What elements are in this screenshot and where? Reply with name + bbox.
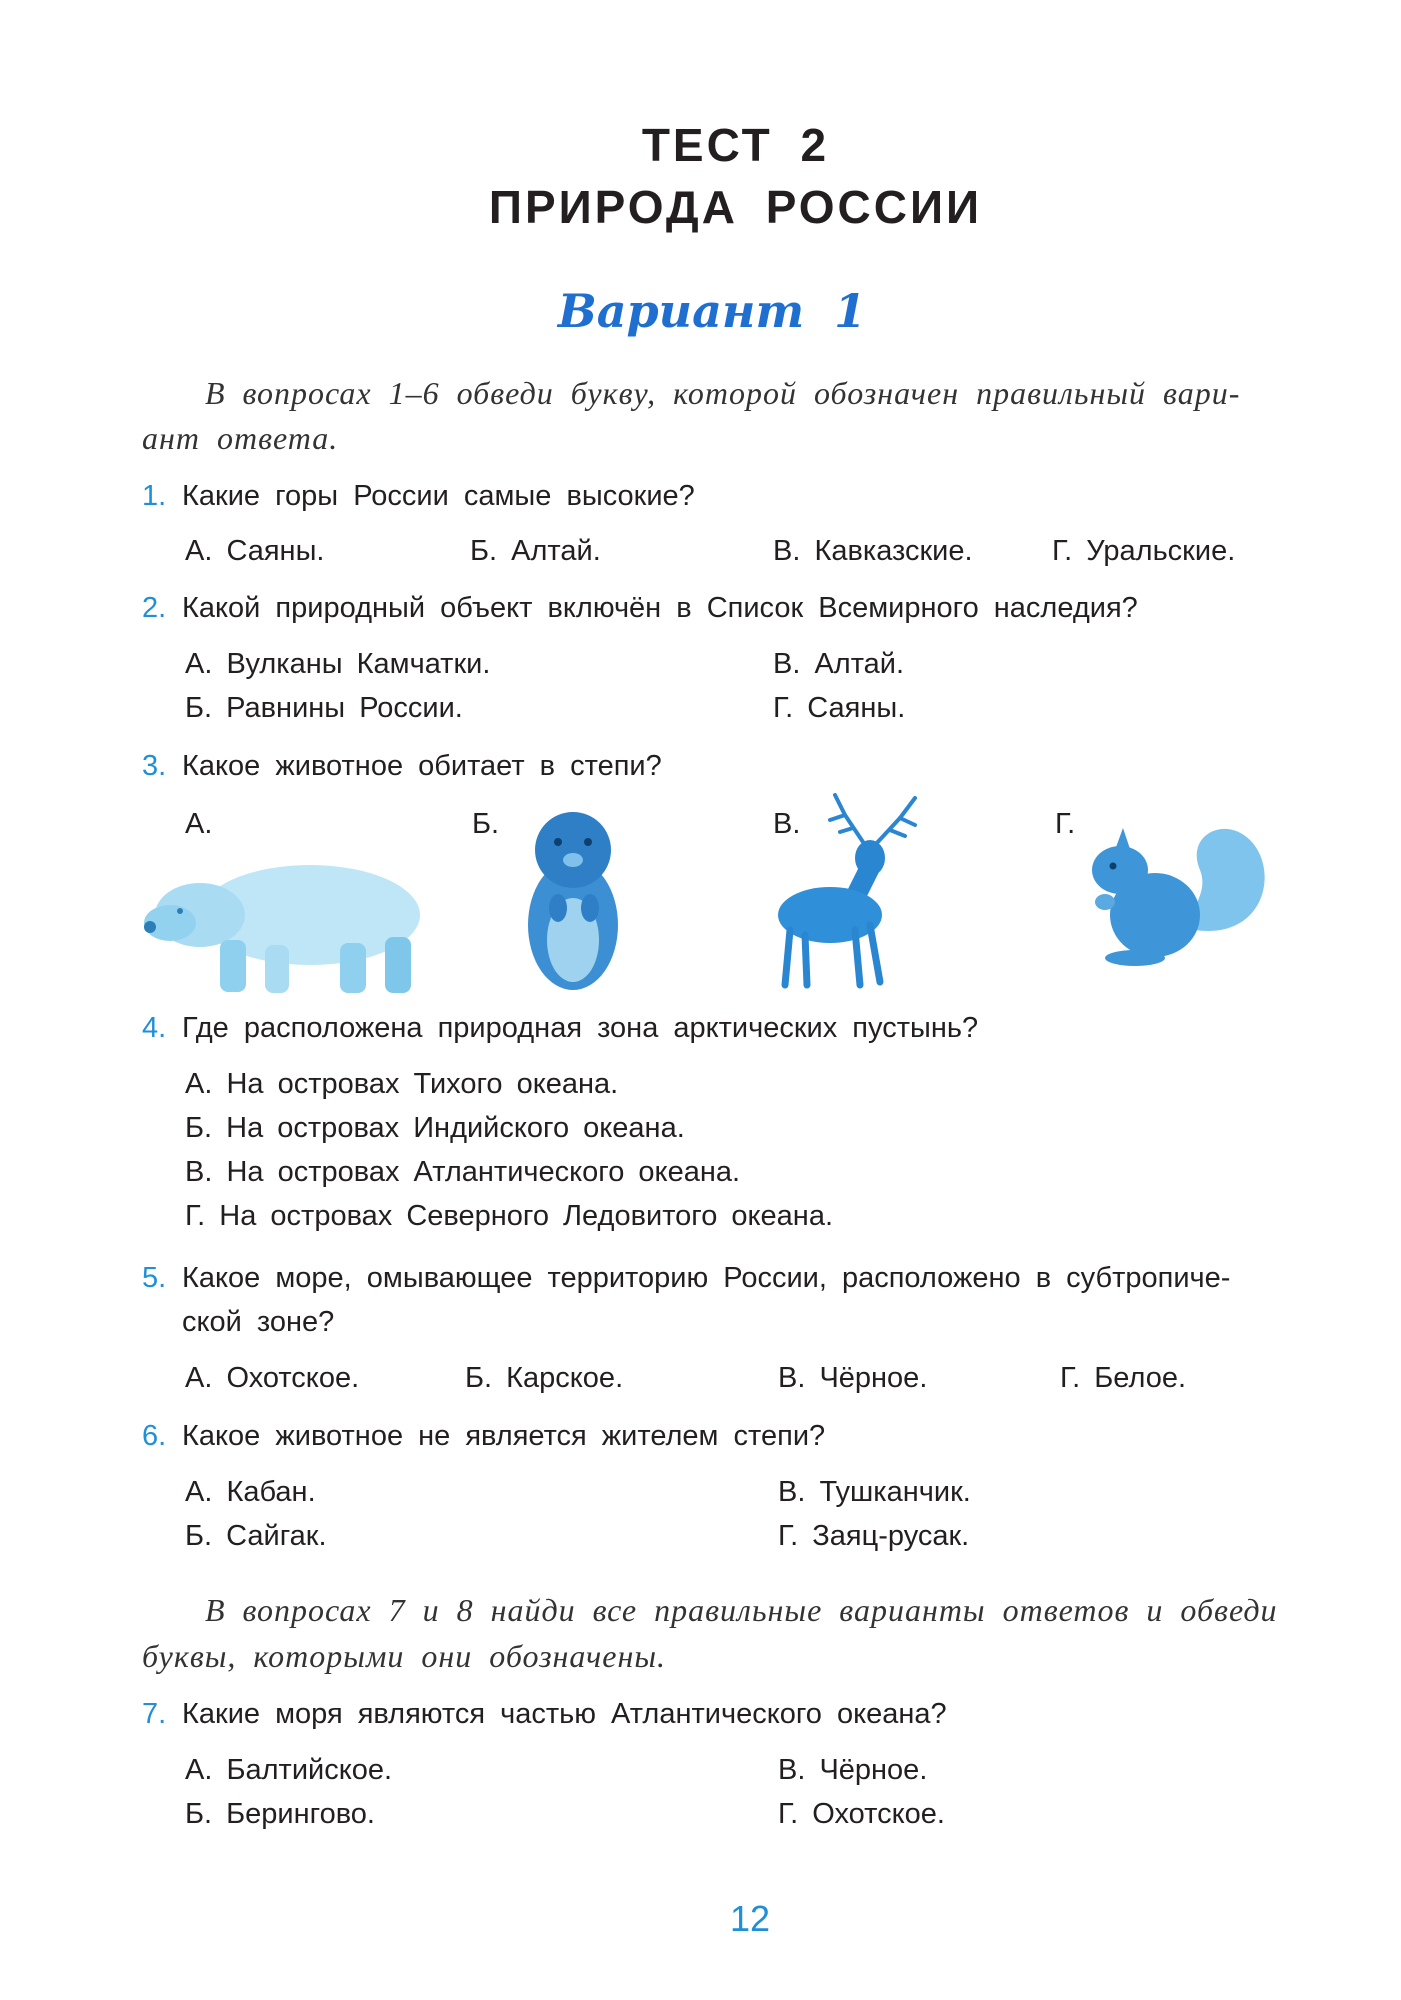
question-text-continued: ской зоне?: [182, 1306, 335, 1338]
question-7: [142, 1698, 947, 1731]
answer-option[interactable]: Г. Белое.: [1060, 1362, 1187, 1394]
question-number: 4.: [142, 1012, 167, 1044]
polar-bear-icon[interactable]: [140, 845, 440, 1000]
question-text: Какое животное обитает в степи?: [182, 750, 662, 782]
question-2: [142, 592, 1138, 625]
answer-option[interactable]: Б.: [472, 808, 500, 840]
answer-option[interactable]: А. Саяны.: [185, 535, 325, 567]
answer-option[interactable]: Г. На островах Северного Ледовитого океана.: [185, 1200, 834, 1232]
page-number: 12: [729, 1898, 771, 1939]
question-5: [142, 1262, 1230, 1295]
answer-option[interactable]: В. На островах Атлантического океана.: [185, 1156, 741, 1188]
question-number: 3.: [142, 750, 167, 782]
deer-icon[interactable]: [765, 790, 945, 995]
answer-option[interactable]: А. Кабан.: [185, 1476, 316, 1508]
answer-option[interactable]: Г. Саяны.: [773, 692, 906, 724]
answer-option[interactable]: А. На островах Тихого океана.: [185, 1068, 619, 1100]
test-label: ТЕСТ 2: [641, 119, 830, 171]
answer-option[interactable]: А. Охотское.: [185, 1362, 360, 1394]
answer-option[interactable]: Г. Охотское.: [778, 1798, 945, 1830]
question-text: Какое животное не является жителем степи?: [182, 1420, 826, 1452]
answer-option[interactable]: Г. Заяц-русак.: [778, 1520, 970, 1552]
question-number: 5.: [142, 1262, 167, 1294]
answer-option[interactable]: Б. На островах Индийского океана.: [185, 1112, 685, 1144]
answer-option[interactable]: В. Кавказские.: [773, 535, 973, 567]
question-text: Какой природный объект включён в Список Всемирного наследия?: [182, 592, 1138, 624]
question-number: 1.: [142, 480, 167, 512]
instruction-line: ант ответа.: [142, 420, 339, 456]
answer-option[interactable]: Г.: [1055, 808, 1076, 840]
answer-option[interactable]: Б. Алтай.: [470, 535, 601, 567]
question-text: Какие горы России самые высокие?: [182, 480, 695, 512]
answer-option[interactable]: В. Тушканчик.: [778, 1476, 971, 1508]
question-text: Какие моря являются частью Атлантического океана?: [182, 1698, 947, 1730]
instruction-line: В вопросах 7 и 8 найди все правильные варианты ответов и обведи: [205, 1592, 1278, 1628]
question-number: 6.: [142, 1420, 167, 1452]
question-number: 2.: [142, 592, 167, 624]
variant-heading: Вариант 1: [557, 284, 867, 338]
instruction-line: В вопросах 1–6 обведи букву, которой обозначен правильный вари-: [205, 375, 1241, 411]
question-6: [142, 1420, 825, 1453]
question-4: [142, 1012, 978, 1045]
question-text: Где расположена природная зона арктических пустынь?: [182, 1012, 979, 1044]
answer-option[interactable]: В. Чёрное.: [778, 1754, 928, 1786]
answer-option[interactable]: Б. Карское.: [465, 1362, 624, 1394]
question-number: 7.: [142, 1698, 167, 1730]
instruction-line: буквы, которыми они обозначены.: [142, 1638, 667, 1674]
answer-option[interactable]: Б. Берингово.: [185, 1798, 375, 1830]
question-3: [142, 750, 662, 783]
question-1: [142, 480, 695, 513]
answer-option[interactable]: В.: [773, 808, 801, 840]
answer-option[interactable]: Б. Равнины России.: [185, 692, 463, 724]
answer-option[interactable]: В. Алтай.: [773, 648, 905, 680]
question-text: Какое море, омывающее территорию России, расположено в субтропиче-: [182, 1262, 1231, 1294]
answer-option[interactable]: А.: [185, 808, 213, 840]
answer-option[interactable]: В. Чёрное.: [778, 1362, 928, 1394]
answer-option[interactable]: А. Балтийское.: [185, 1754, 393, 1786]
marmot-icon[interactable]: [518, 800, 628, 995]
squirrel-icon[interactable]: [1075, 810, 1275, 970]
answer-option[interactable]: А. Вулканы Камчатки.: [185, 648, 491, 680]
page-title: ПРИРОДА РОССИИ: [488, 181, 983, 233]
answer-option[interactable]: Б. Сайгак.: [185, 1520, 327, 1552]
answer-option[interactable]: Г. Уральские.: [1052, 535, 1236, 567]
